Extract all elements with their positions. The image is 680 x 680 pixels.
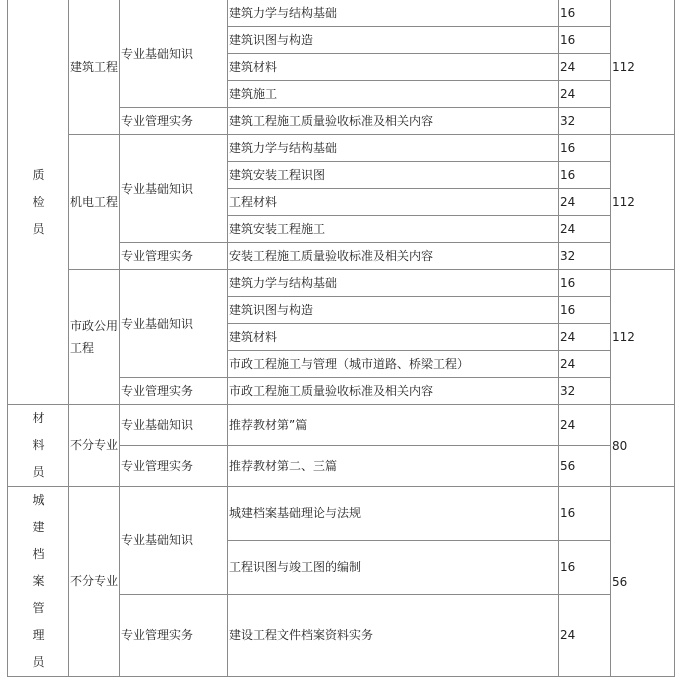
total-cell: 56 — [611, 487, 675, 677]
specialty-cell: 建筑工程 — [69, 0, 120, 135]
subject-cell: 建筑材料 — [228, 324, 559, 351]
hours-cell: 24 — [559, 594, 611, 676]
subject-cell: 建筑力学与结构基础 — [228, 135, 559, 162]
total-cell: 112 — [611, 0, 675, 135]
subject-cell: 建筑施工 — [228, 81, 559, 108]
subject-cell: 建筑力学与结构基础 — [228, 270, 559, 297]
table-row — [8, 135, 675, 162]
total-cell: 80 — [611, 405, 675, 487]
category-cell: 专业管理实务 — [120, 378, 228, 405]
table-row — [8, 487, 675, 541]
category-cell: 专业管理实务 — [120, 108, 228, 135]
hours-cell: 24 — [559, 351, 611, 378]
specialty-cell: 不分专业 — [69, 487, 120, 677]
subject-cell: 建筑识图与构造 — [228, 27, 559, 54]
hours-cell: 24 — [559, 189, 611, 216]
subject-cell: 建筑识图与构造 — [228, 297, 559, 324]
subject-cell: 安装工程施工质量验收标准及相关内容 — [228, 243, 559, 270]
subject-cell: 工程识图与竣工图的编制 — [228, 540, 559, 594]
category-cell: 专业管理实务 — [120, 594, 228, 676]
category-cell: 专业基础知识 — [120, 270, 228, 378]
hours-cell: 24 — [559, 81, 611, 108]
training-hours-table — [7, 0, 675, 677]
subject-cell: 城建档案基础理论与法规 — [228, 487, 559, 541]
table-row — [8, 270, 675, 297]
category-cell: 专业管理实务 — [120, 446, 228, 487]
table-row — [8, 0, 675, 27]
hours-cell: 24 — [559, 216, 611, 243]
subject-cell: 推荐教材第”篇 — [228, 405, 559, 446]
specialty-cell: 机电工程 — [69, 135, 120, 270]
role-label: 材料员 — [32, 411, 45, 479]
hours-cell: 24 — [559, 405, 611, 446]
subject-cell: 建设工程文件档案资料实务 — [228, 594, 559, 676]
hours-cell: 16 — [559, 0, 611, 27]
category-cell: 专业基础知识 — [120, 405, 228, 446]
subject-cell: 市政工程施工与管理（城市道路、桥梁工程） — [228, 351, 559, 378]
subject-cell: 推荐教材第二、三篇 — [228, 446, 559, 487]
subject-cell: 建筑安装工程施工 — [228, 216, 559, 243]
hours-cell: 24 — [559, 324, 611, 351]
subject-cell: 建筑安装工程识图 — [228, 162, 559, 189]
role-cell-zhijian — [8, 0, 69, 405]
hours-cell: 16 — [559, 487, 611, 541]
category-cell: 专业基础知识 — [120, 135, 228, 243]
subject-cell: 市政工程施工质量验收标准及相关内容 — [228, 378, 559, 405]
subject-cell: 工程材料 — [228, 189, 559, 216]
role-cell-dangan — [8, 487, 69, 677]
table-row — [8, 405, 675, 446]
category-cell: 专业管理实务 — [120, 243, 228, 270]
specialty-cell: 不分专业 — [69, 405, 120, 487]
role-cell-cailiao — [8, 405, 69, 487]
subject-cell: 建筑力学与结构基础 — [228, 0, 559, 27]
specialty-cell: 市政公用工程 — [69, 270, 120, 405]
hours-cell: 16 — [559, 27, 611, 54]
total-cell: 112 — [611, 135, 675, 270]
hours-cell: 24 — [559, 54, 611, 81]
hours-cell: 32 — [559, 378, 611, 405]
hours-cell: 56 — [559, 446, 611, 487]
total-cell: 112 — [611, 270, 675, 405]
hours-cell: 32 — [559, 243, 611, 270]
category-cell: 专业基础知识 — [120, 487, 228, 595]
hours-cell: 16 — [559, 540, 611, 594]
hours-cell: 16 — [559, 297, 611, 324]
subject-cell: 建筑工程施工质量验收标准及相关内容 — [228, 108, 559, 135]
subject-cell: 建筑材料 — [228, 54, 559, 81]
hours-cell: 16 — [559, 162, 611, 189]
role-label: 城建档案管理员 — [32, 493, 45, 669]
hours-cell: 32 — [559, 108, 611, 135]
hours-cell: 16 — [559, 135, 611, 162]
role-label: 质检员 — [32, 167, 45, 236]
category-cell: 专业基础知识 — [120, 0, 228, 108]
hours-cell: 16 — [559, 270, 611, 297]
